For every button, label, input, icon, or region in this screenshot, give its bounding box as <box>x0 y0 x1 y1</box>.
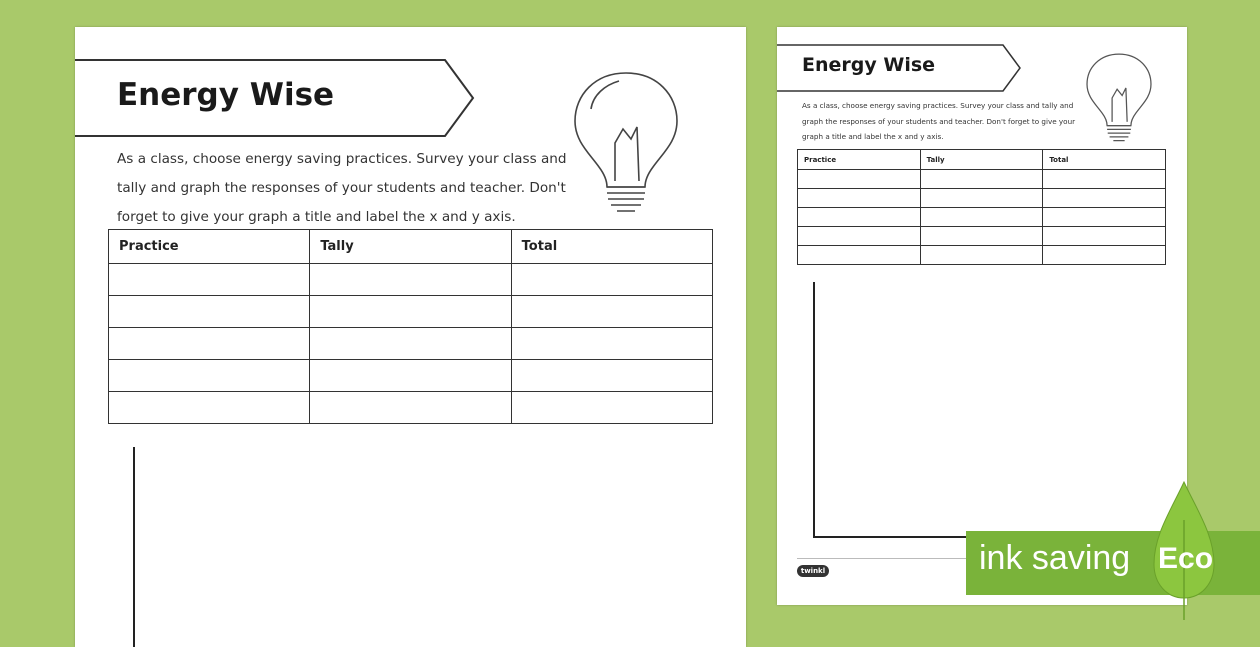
table-cell <box>798 189 921 208</box>
header-tally: Tally <box>310 230 511 264</box>
table-cell <box>798 246 921 265</box>
table-cell <box>1043 170 1166 189</box>
table-header-row <box>798 150 1166 170</box>
header-total: Total <box>511 230 712 264</box>
table-cell <box>310 360 511 392</box>
graph-y-axis <box>133 447 135 647</box>
lightbulb-icon <box>567 69 685 217</box>
table-row <box>109 392 713 424</box>
table-cell <box>1043 208 1166 227</box>
table-cell <box>1043 246 1166 265</box>
table-row <box>798 208 1166 227</box>
tally-table <box>108 229 713 424</box>
table-cell <box>310 392 511 424</box>
table-cell <box>511 328 712 360</box>
table-cell <box>511 296 712 328</box>
table-row <box>798 246 1166 265</box>
table-cell <box>310 296 511 328</box>
table-row <box>109 264 713 296</box>
table-row <box>798 170 1166 189</box>
header-practice: Practice <box>109 230 310 264</box>
table-row <box>109 328 713 360</box>
table-row <box>109 360 713 392</box>
worksheet-preview-large <box>75 27 746 647</box>
graph-y-axis <box>813 282 815 538</box>
table-cell <box>511 264 712 296</box>
instructions-text: As a class, choose energy saving practices. Survey your class and tally and graph the responses of your students and teacher. Don't forget to give your graph a title and label the x and y axis. <box>117 151 567 225</box>
table-row <box>798 189 1166 208</box>
table-cell <box>310 264 511 296</box>
table-row <box>109 296 713 328</box>
table-cell <box>109 392 310 424</box>
table-cell <box>798 227 921 246</box>
table-cell <box>920 170 1043 189</box>
table-header-row <box>109 230 713 264</box>
table-cell <box>920 208 1043 227</box>
table-cell <box>920 246 1043 265</box>
twinkl-logo: twinkl <box>797 565 829 577</box>
table-cell <box>109 296 310 328</box>
ink-saving-label: ink saving <box>979 539 1131 577</box>
lightbulb-icon <box>1082 51 1156 145</box>
table-cell <box>798 208 921 227</box>
table-cell <box>798 170 921 189</box>
instructions-text: As a class, choose energy saving practices. Survey your class and tally and graph the responses of your students and teacher. Don't forget to give your graph a title and label the x and y axis. <box>802 101 1076 141</box>
table-cell <box>920 189 1043 208</box>
table-cell <box>310 328 511 360</box>
table-cell <box>109 328 310 360</box>
page-title: Energy Wise <box>802 54 936 76</box>
header-practice: Practice <box>798 150 921 170</box>
table-row <box>798 227 1166 246</box>
table-cell <box>920 227 1043 246</box>
table-cell <box>511 360 712 392</box>
table-cell <box>1043 189 1166 208</box>
header-tally: Tally <box>920 150 1043 170</box>
header-total: Total <box>1043 150 1166 170</box>
title-banner <box>777 44 1022 92</box>
table-cell <box>1043 227 1166 246</box>
table-cell <box>511 392 712 424</box>
eco-label: Eco <box>1158 542 1214 575</box>
table-cell <box>109 360 310 392</box>
table-cell <box>109 264 310 296</box>
tally-table <box>797 149 1166 265</box>
page-title: Energy Wise <box>117 77 335 113</box>
title-banner <box>75 59 475 137</box>
eco-ink-saving-badge <box>966 480 1260 620</box>
